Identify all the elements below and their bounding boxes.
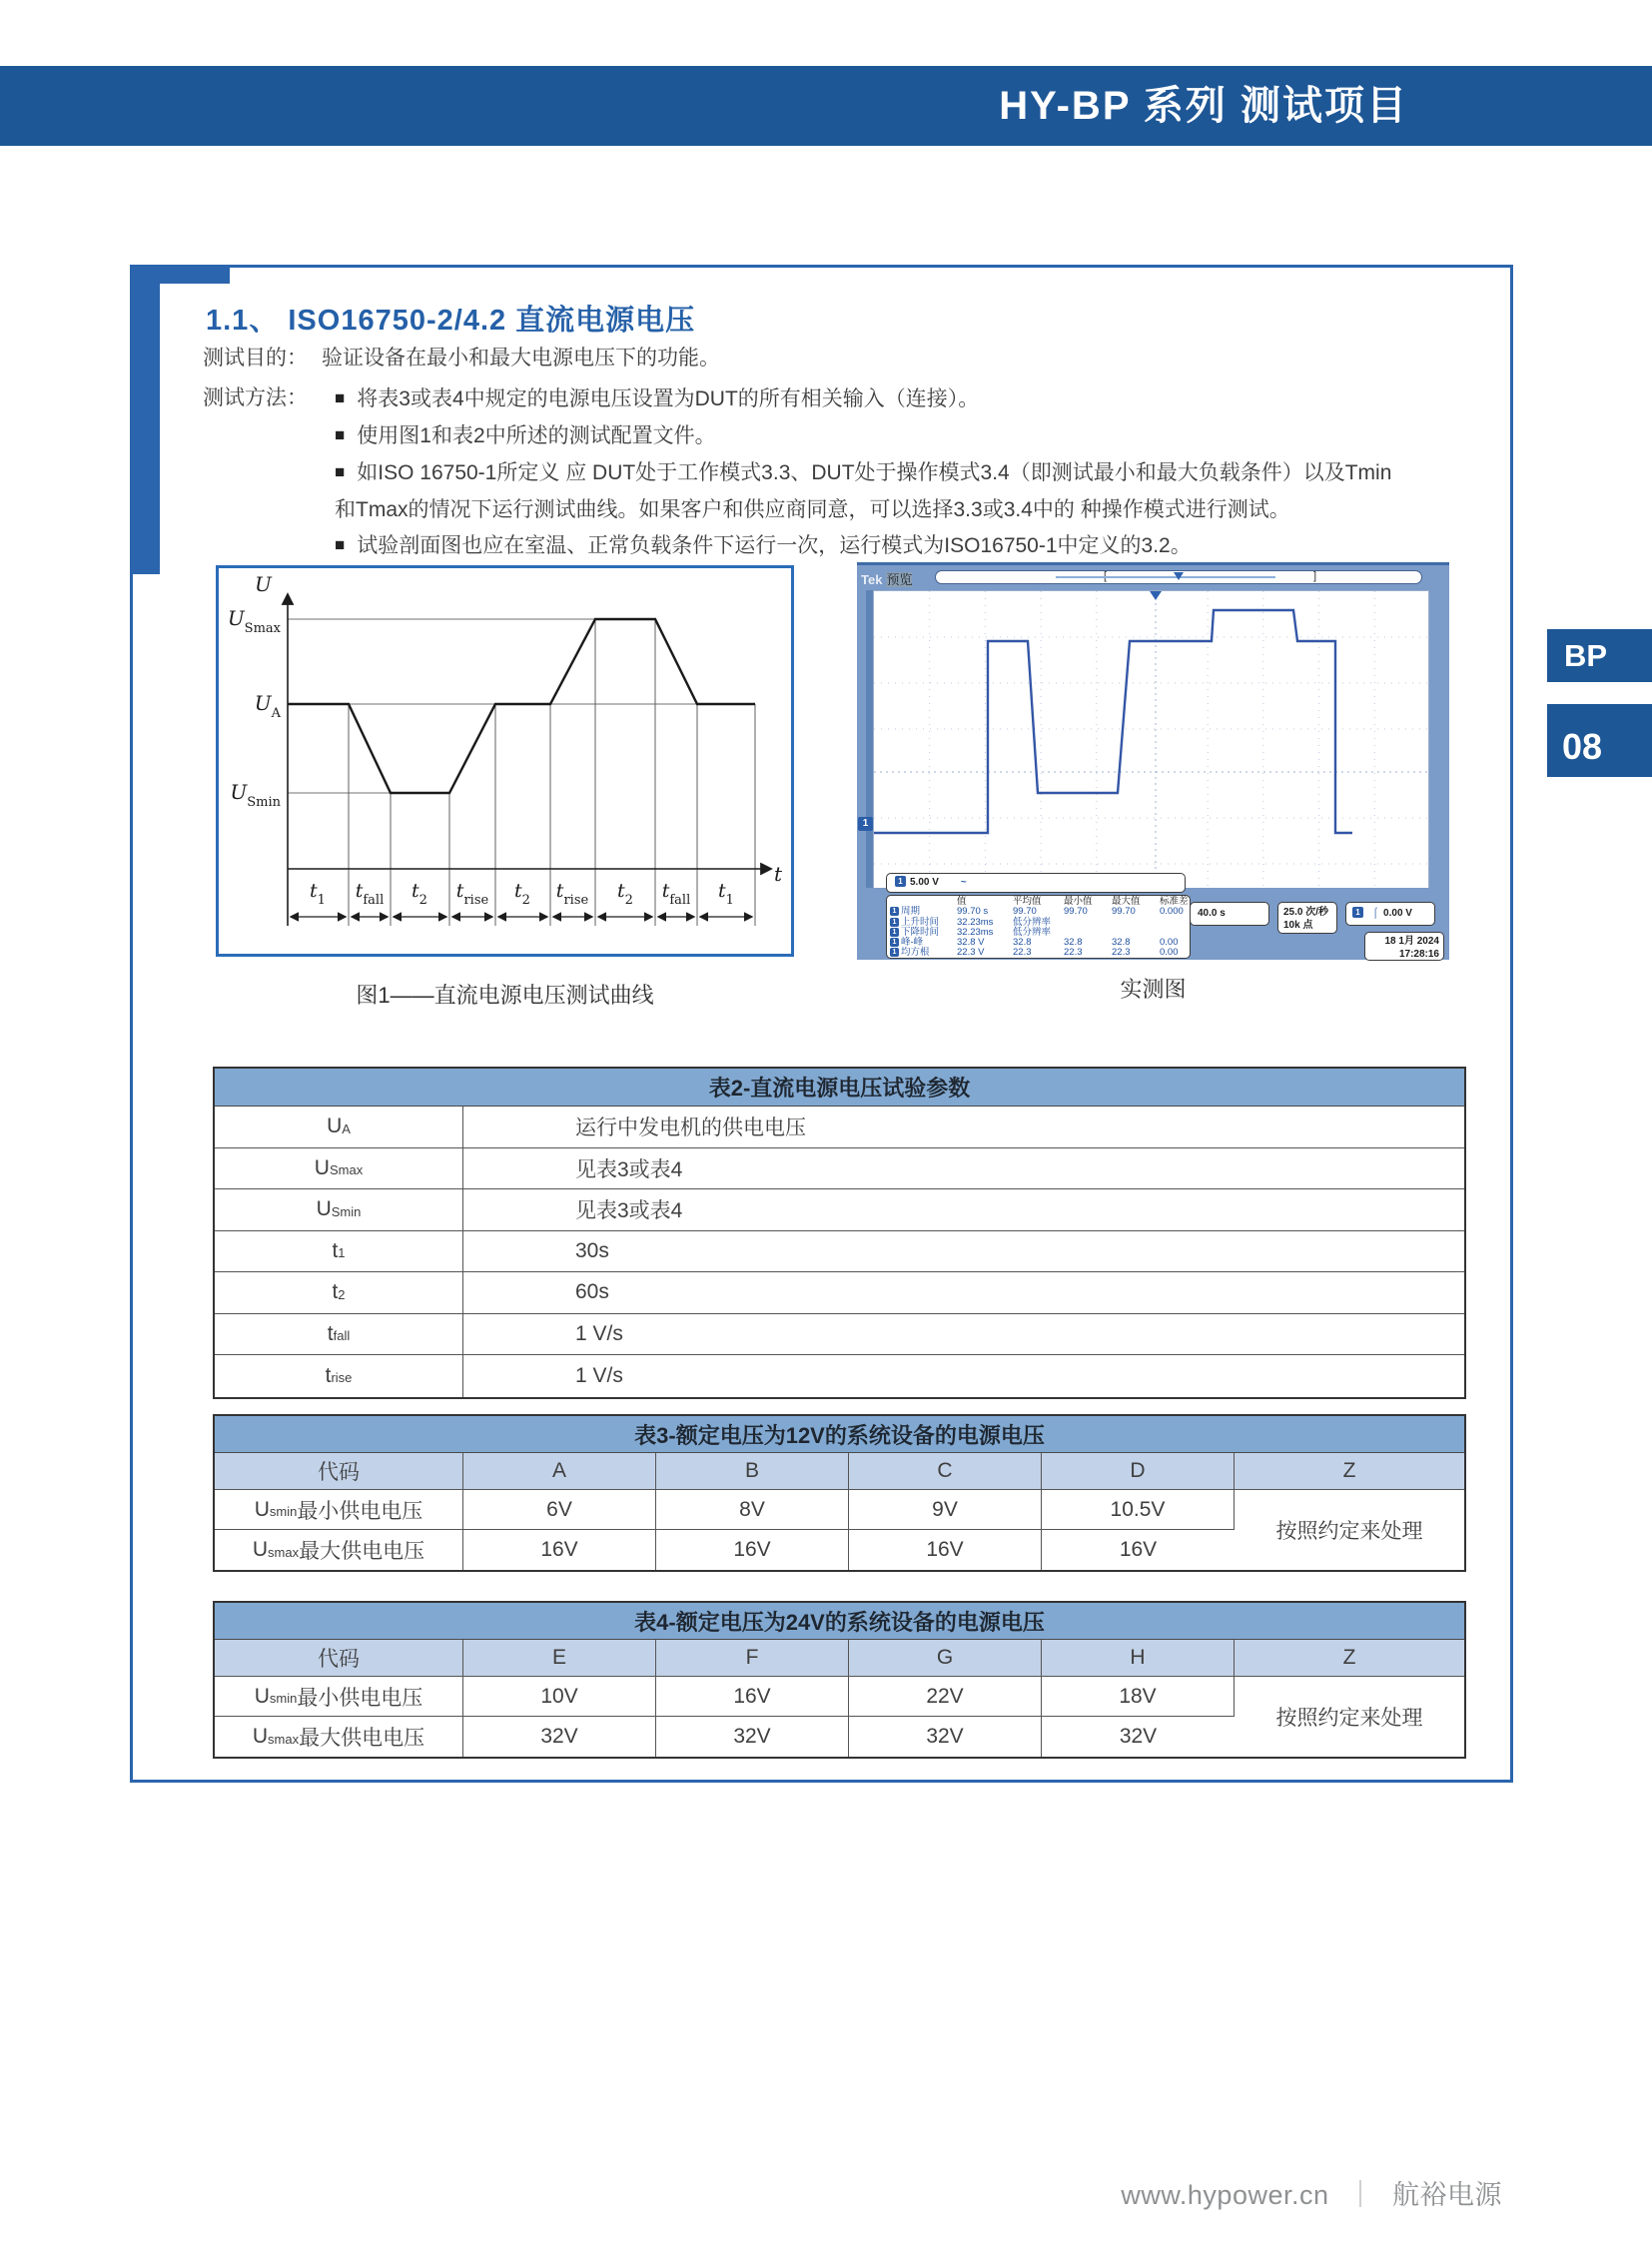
purpose-label: 测试目的： [203,347,308,370]
footer [1121,2173,1502,2212]
meas-row-name: 1 周期 [890,907,957,917]
list-item: ■ 使用图1和表2中所述的测试配置文件。 [335,424,716,447]
table2-title: 表2-直流电源电压试验参数 [215,1069,1464,1107]
value-cell: 见表3或表4 [463,1189,1464,1231]
meas-row-name: 1 峰-峰 [890,938,957,948]
segment-label: $t_{fall}$ [661,880,691,908]
row-label: U $_{smax}$ 最大供电电压 [215,1717,463,1757]
section-title: 1.1、 ISO16750-2/4.2 直流电源电压 [206,305,696,337]
value-cell: 16V [656,1677,849,1717]
param-cell: t $_{fall}$ [215,1314,463,1356]
level-label-ua: $U_A$ [254,691,281,721]
param-cell: t $_1$ [215,1231,463,1273]
oscilloscope-screenshot [857,562,1449,960]
list-item: ■ 将表3或表4中规定的电源电压设置为DUT的所有相关输入（连接）。 [335,387,980,410]
scope-caption: 实测图 [1120,977,1187,1002]
value-cell: 16V [463,1530,656,1570]
value-cell: 9V [849,1490,1042,1530]
value-cell: 32V [656,1717,849,1757]
value-cell: 8V [656,1490,849,1530]
figure1-plot [219,568,791,954]
value-cell: 1 V/s [463,1355,1464,1397]
meas-row-name: 1 上升时间 [890,918,957,928]
level-label-usmax: $U_{Smax}$ [227,606,281,636]
figure1-caption: 图1——直流电源电压测试曲线 [356,983,654,1008]
header-cell: 代码 [215,1640,463,1677]
table3-title: 表3-额定电压为12V的系统设备的电源电压 [215,1416,1464,1453]
row-label: U $_{smin}$ 最小供电电压 [215,1677,463,1717]
segment-label: $t_2$ [514,880,530,908]
datetime-readout: 18 1月 2024 17:28:16 [1364,932,1444,961]
side-tab-series: BP [1547,629,1652,682]
value-cell: 16V [849,1530,1042,1570]
channel-scale-readout: 1 5.00 V ~ [886,873,1186,893]
bracket-right-icon: ] [1313,570,1317,582]
header-cell: B [656,1453,849,1490]
table4-title: 表4-额定电压为24V的系统设备的电源电压 [215,1603,1464,1640]
list-item: ■ 试验剖面图也应在室温、正常负载条件下运行一次，运行模式为ISO16750-1中定义的3.2。 [335,534,1192,557]
trigger-readout: 1 ⌠ 0.00 V [1345,902,1435,926]
x-axis-label: t [774,862,783,886]
segment-label: $t_2$ [412,880,427,908]
z-note-cell: 按照约定来处理 [1235,1490,1464,1570]
value-cell: 60s [463,1272,1464,1314]
header-cell: G [849,1640,1042,1677]
value-cell: 32V [463,1717,656,1757]
z-note-cell: 按照约定来处理 [1235,1677,1464,1757]
method-label: 测试方法： [203,386,308,409]
corner-accent-vertical [130,265,160,574]
corner-accent-horizontal [130,265,230,284]
meas-row-name: 1 下降时间 [890,928,957,938]
level-label-usmin: $U_{Smin}$ [230,780,281,810]
header-cell: D [1042,1453,1235,1490]
position-line [1056,576,1275,578]
segment-label: $t_{rise}$ [455,880,489,908]
content-panel [130,265,1513,1783]
value-cell: 运行中发电机的供电电压 [463,1107,1464,1148]
value-cell: 10.5V [1042,1490,1235,1530]
meas-row-name: 1 均方根 [890,948,957,958]
param-cell: t $_{rise}$ [215,1355,463,1397]
value-cell: 18V [1042,1677,1235,1717]
table2 [213,1067,1466,1399]
param-cell: U $_{Smin}$ [215,1189,463,1231]
test-purpose-row [203,342,720,372]
coupling-icon: ~ [960,877,967,888]
footer-brand: 航裕电源 [1392,2180,1502,2210]
value-cell: 6V [463,1490,656,1530]
header-cell: Z [1235,1453,1464,1490]
segment-label: $t_2$ [617,880,633,908]
value-cell: 22V [849,1677,1042,1717]
bullet-square-icon: ■ [335,535,346,554]
value-cell: 30s [463,1231,1464,1273]
footer-divider: ｜ [1346,2180,1374,2210]
param-cell: U $_A$ [215,1107,463,1148]
header-cell: 代码 [215,1453,463,1490]
table3 [213,1414,1466,1572]
value-cell: 16V [1042,1530,1235,1570]
header-cell: E [463,1640,656,1677]
scope-brand-label: Tek 预览 [861,572,913,587]
y-axis-label: U [255,572,272,596]
bullet-square-icon: ■ [335,425,346,444]
value-cell: 10V [463,1677,656,1717]
channel-badge: 1 [1352,907,1363,918]
row-label: U $_{smin}$ 最小供电电压 [215,1490,463,1530]
value-cell: 1 V/s [463,1314,1464,1356]
purpose-text: 验证设备在最小和最大电源电压下的功能。 [322,347,720,370]
row-label: U $_{smax}$ 最大供电电压 [215,1530,463,1570]
value-cell: 16V [656,1530,849,1570]
footer-url: www.hypower.cn [1121,2180,1329,2210]
method-bullet-list [335,381,1401,565]
value-cell: 32V [1042,1717,1235,1757]
channel-1-marker: 1 [858,817,873,831]
header-cell: Z [1235,1640,1464,1677]
scope-position-bar [935,570,1422,584]
value-cell: 32V [849,1717,1042,1757]
trigger-position-icon [1174,572,1184,580]
param-cell: U $_{Smax}$ [215,1148,463,1190]
channel-badge: 1 [895,876,906,887]
measurement-table: 值 平均值 最小值 最大值 标准差 1 周期 99.70 s 99.70 99.70 99.70 0.000 1 上升时间 32.23ms 低分辨率 1 下降时间 32.23ms 低分辨率 1 峰-峰 32.8 V 32.8 32.8 32.8 0.00 1 均方根 22.3 V 22.3 22.3 22.3 0.00 [886,895,1191,959]
timebase-readout: 40.0 s [1190,902,1269,926]
segment-label: $t_1$ [310,880,326,908]
header-cell: F [656,1640,849,1677]
segment-label: $t_1$ [718,880,734,908]
segment-label: $t_{rise}$ [555,880,589,908]
table4 [213,1601,1466,1759]
param-cell: t $_2$ [215,1272,463,1314]
scope-top-bar [857,565,1449,590]
page-title: HY-BP 系列 测试项目 [999,84,1408,128]
bullet-square-icon: ■ [335,462,346,481]
list-item: ■ 如ISO 16750-1所定义 应 DUT处于工作模式3.3、DUT处于操作模式3.4（即测试最小和最大负载条件）以及Tmin 和Tmax的情况下运行测试曲线。如果客户和供应商同意，可以选择3.3或3.4中的 种操作模式进行测试。 [335,461,1392,521]
side-tab-page-number: 08 [1547,704,1652,777]
trigger-slope-icon: ⌠ [1372,908,1379,919]
figure1-test-curve [216,565,794,957]
segment-label: $t_{fall}$ [355,880,385,908]
header-cell: A [463,1453,656,1490]
value-cell: 见表3或表4 [463,1148,1464,1190]
sample-rate-readout: 25.0 次/秒 10k 点 [1277,902,1337,934]
header-cell: C [849,1453,1042,1490]
header-cell: H [1042,1640,1235,1677]
header-band [0,66,1652,146]
bullet-square-icon: ■ [335,388,346,407]
